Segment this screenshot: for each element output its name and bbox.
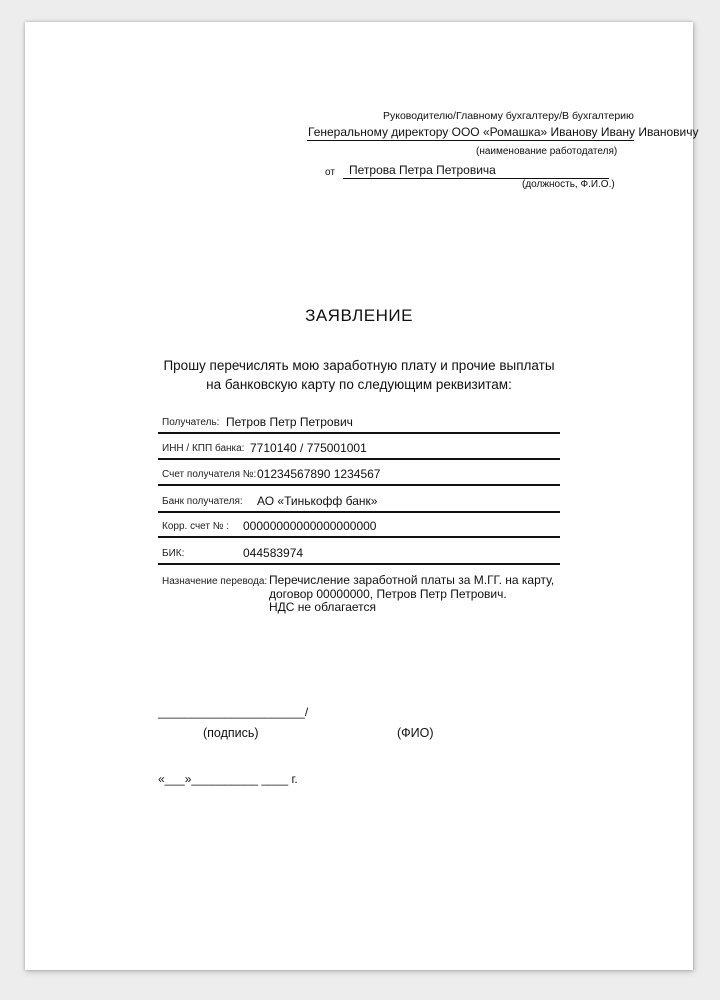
intro-line-1: Прошу перечислять мою заработную плату и прочие выплаты	[163, 358, 555, 373]
intro-line-2: на банковскую карту по следующим реквизитам:	[206, 377, 512, 392]
corr-account-label: Корр. счет № :	[162, 521, 230, 532]
row-divider	[158, 484, 560, 486]
from-label: от	[325, 167, 335, 178]
purpose-line-2: договор 00000000, Петров Петр Петрович.	[269, 587, 507, 601]
from-caption: (должность, Ф.И.О.)	[522, 179, 615, 190]
bank-label: Банк получателя:	[162, 496, 243, 507]
recipient-role: Руководителю/Главному бухгалтеру/В бухгалтерию	[383, 110, 634, 122]
bank-value: АО «Тинькофф банк»	[257, 494, 378, 508]
inn-kpp-value: 7710140 / 775001001	[250, 441, 367, 455]
bik-value: 044583974	[243, 546, 304, 560]
document-page	[25, 22, 699, 970]
bik-label: БИК:	[162, 548, 185, 559]
inn-kpp-label: ИНН / КПП банка:	[162, 443, 245, 454]
recipient-caption: (наименование работодателя)	[476, 146, 618, 157]
recipient-name: Генеральному директору ООО «Ромашка» Иванову Ивану Ивановичу	[308, 125, 699, 139]
row-divider	[158, 458, 560, 460]
row-divider	[158, 536, 560, 538]
purpose-label: Назначение перевода:	[162, 576, 268, 587]
row-divider	[158, 432, 560, 434]
signature-line: ______________________/	[158, 705, 309, 719]
recipient-value: Петров Петр Петрович	[226, 415, 353, 429]
signature-caption: (подпись)	[203, 726, 259, 740]
date-line: «___»__________ ____ г.	[158, 772, 298, 786]
recipient-label: Получатель:	[162, 417, 220, 428]
row-divider	[158, 511, 560, 513]
purpose-line-3: НДС не облагается	[269, 600, 377, 614]
recipient-underline	[307, 140, 634, 141]
document-title: ЗАЯВЛЕНИЕ	[305, 306, 413, 325]
from-name: Петрова Петра Петровича	[349, 163, 496, 177]
purpose-line-1: Перечисление заработной платы за М.ГГ. на карту,	[269, 573, 555, 587]
row-divider	[158, 563, 560, 565]
account-label: Счет получателя №:	[162, 469, 257, 480]
account-value: 01234567890 1234567	[257, 467, 381, 481]
fio-caption: (ФИО)	[397, 726, 434, 740]
corr-account-value: 00000000000000000000	[243, 519, 377, 533]
